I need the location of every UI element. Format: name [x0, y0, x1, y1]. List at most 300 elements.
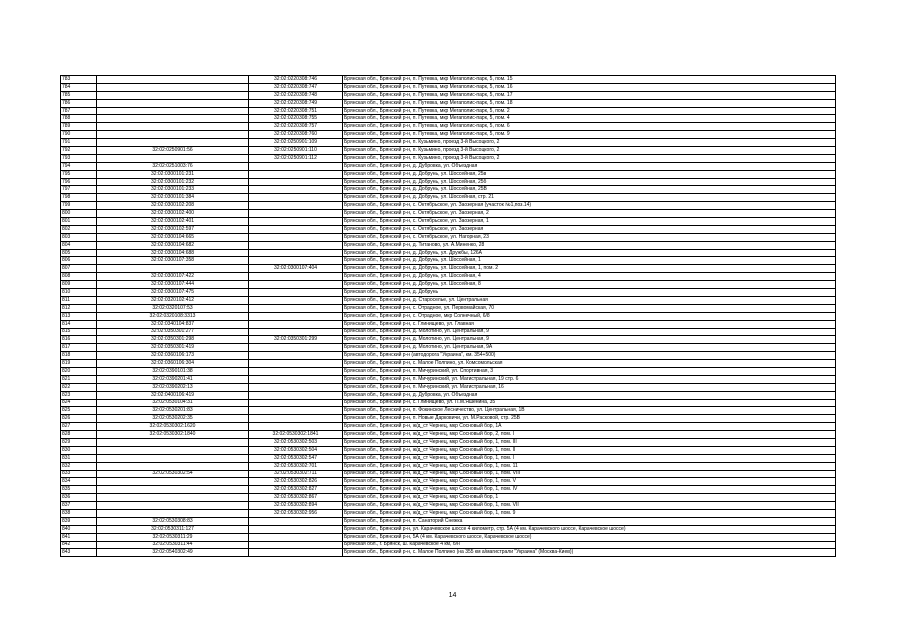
- land-cadastral-number-cell: [97, 438, 249, 446]
- row-number-cell: 831: [61, 454, 97, 462]
- land-cadastral-number-cell: 32:02:0350301:277: [97, 328, 249, 336]
- land-cadastral-number-cell: [97, 446, 249, 454]
- land-cadastral-number-cell: 32:02:0340104:837: [97, 320, 249, 328]
- row-number-cell: 800: [61, 210, 97, 218]
- register-table-container: [60, 75, 835, 557]
- row-number-cell: 805: [61, 249, 97, 257]
- table-row: [61, 194, 836, 202]
- building-cadastral-number-cell: 32:02:0250901:112: [249, 154, 343, 162]
- building-cadastral-number-cell: [249, 281, 343, 289]
- address-cell: Брянская обл., Брянский р-н, с. Октябрьское, ул. Заозерная, 2: [343, 210, 836, 218]
- table-row: [61, 139, 836, 147]
- address-cell: Брянская обл., Брянский р-н, с. Октябрьское, ул. Нагорная, 23: [343, 233, 836, 241]
- building-cadastral-number-cell: 32:02:0220308:757: [249, 123, 343, 131]
- address-cell: Брянская обл., Брянский р-н, д. Молотино, ул. Центральная, 9: [343, 336, 836, 344]
- address-cell: Брянская обл., Брянский р-н, п. Путевка, мкр Мегаполис-парк, 5, пом. 15: [343, 76, 836, 84]
- building-cadastral-number-cell: [249, 517, 343, 525]
- land-cadastral-number-cell: 32:02:0320108:3313: [97, 312, 249, 320]
- table-row: [61, 367, 836, 375]
- row-number-cell: 836: [61, 494, 97, 502]
- row-number-cell: 811: [61, 296, 97, 304]
- building-cadastral-number-cell: 32:02:0530302:894: [249, 502, 343, 510]
- row-number-cell: 824: [61, 399, 97, 407]
- building-cadastral-number-cell: [249, 549, 343, 557]
- building-cadastral-number-cell: 32:02:0530302:503: [249, 438, 343, 446]
- row-number-cell: 832: [61, 462, 97, 470]
- address-cell: Брянская обл., Брянский р-н, 5А (4 км. Карачевского шоссе, Карачевское шоссе): [343, 533, 836, 541]
- building-cadastral-number-cell: [249, 312, 343, 320]
- land-cadastral-number-cell: [97, 139, 249, 147]
- building-cadastral-number-cell: [249, 533, 343, 541]
- building-cadastral-number-cell: [249, 289, 343, 297]
- row-number-cell: 830: [61, 446, 97, 454]
- land-cadastral-number-cell: 32:02:0300102:400: [97, 210, 249, 218]
- land-cadastral-number-cell: [97, 478, 249, 486]
- building-cadastral-number-cell: [249, 218, 343, 226]
- land-cadastral-number-cell: 32:02:0300104:688: [97, 249, 249, 257]
- building-cadastral-number-cell: 32:02:0220308:760: [249, 131, 343, 139]
- row-number-cell: 808: [61, 273, 97, 281]
- row-number-cell: 835: [61, 486, 97, 494]
- address-cell: Брянская обл., Брянский р-н, п. Путевка, мкр Мегаполис-парк, 5, пом. 4: [343, 115, 836, 123]
- table-row: [61, 123, 836, 131]
- address-cell: Брянская обл., Брянский р-н, д. Молотино, ул. Центральная, 9А: [343, 344, 836, 352]
- row-number-cell: 838: [61, 509, 97, 517]
- address-cell: Брянская обл., Брянский р-н, п. Мичуринский, ул. Спортивная, 3: [343, 367, 836, 375]
- land-cadastral-number-cell: 32:02:0300101:231: [97, 170, 249, 178]
- address-cell: Брянская обл., Брянский р-н, д. Титаново, ул. А.Миненко, 28: [343, 241, 836, 249]
- land-cadastral-number-cell: 32:02:0300102:401: [97, 218, 249, 226]
- row-number-cell: 804: [61, 241, 97, 249]
- table-body: [61, 76, 836, 557]
- land-cadastral-number-cell: [97, 107, 249, 115]
- land-cadastral-number-cell: 32:02:0390101:38: [97, 367, 249, 375]
- table-row: [61, 76, 836, 84]
- building-cadastral-number-cell: [249, 178, 343, 186]
- table-row: [61, 296, 836, 304]
- address-cell: Брянская обл., Брянский р-н, ж/д_ст Чернец, мкр Сосновый бор, 1, пом. I: [343, 454, 836, 462]
- building-cadastral-number-cell: [249, 241, 343, 249]
- row-number-cell: 787: [61, 107, 97, 115]
- table-row: [61, 328, 836, 336]
- building-cadastral-number-cell: [249, 162, 343, 170]
- address-cell: Брянская обл., Брянский р-н, с. Малое Полпино (на 355 км а/магистрали "Украина" (Москва-Киев)): [343, 549, 836, 557]
- table-row: [61, 257, 836, 265]
- row-number-cell: 809: [61, 281, 97, 289]
- row-number-cell: 825: [61, 407, 97, 415]
- land-cadastral-number-cell: 32:02:0530302:1840: [97, 431, 249, 439]
- row-number-cell: 829: [61, 438, 97, 446]
- land-cadastral-number-cell: 32:02:0400106:419: [97, 391, 249, 399]
- building-cadastral-number-cell: [249, 525, 343, 533]
- building-cadastral-number-cell: 32:02:0530302:701: [249, 462, 343, 470]
- table-row: [61, 494, 836, 502]
- table-row: [61, 470, 836, 478]
- table-row: [61, 509, 836, 517]
- building-cadastral-number-cell: [249, 407, 343, 415]
- building-cadastral-number-cell: [249, 360, 343, 368]
- table-row: [61, 344, 836, 352]
- address-cell: Брянская обл., Брянский р-н, ж/д_ст Чернец, мкр Сосновый бор, 1, пом. V: [343, 478, 836, 486]
- row-number-cell: 788: [61, 115, 97, 123]
- land-cadastral-number-cell: 32:02:0300107:422: [97, 273, 249, 281]
- row-number-cell: 837: [61, 502, 97, 510]
- building-cadastral-number-cell: 32:02:0220308:751: [249, 107, 343, 115]
- address-cell: Брянская обл., Брянский р-н, ж/д_ст Чернец, мкр Сосновый бор, 1А: [343, 423, 836, 431]
- table-row: [61, 320, 836, 328]
- land-cadastral-number-cell: 32:02:0530202:35: [97, 415, 249, 423]
- row-number-cell: 790: [61, 131, 97, 139]
- land-cadastral-number-cell: [97, 454, 249, 462]
- address-cell: Брянская обл., Брянский р-н, ж/д_ст Чернец, мкр Сосновый бор, 1, пом. IV: [343, 486, 836, 494]
- land-cadastral-number-cell: 32:02:0320107:53: [97, 304, 249, 312]
- table-row: [61, 454, 836, 462]
- address-cell: Брянская обл., Брянский р-н, п. Путевка, мкр Мегаполис-парк, 5, пом. 17: [343, 91, 836, 99]
- land-cadastral-number-cell: 32:02:0300107:444: [97, 281, 249, 289]
- building-cadastral-number-cell: [249, 328, 343, 336]
- row-number-cell: 841: [61, 533, 97, 541]
- building-cadastral-number-cell: [249, 375, 343, 383]
- row-number-cell: 822: [61, 383, 97, 391]
- building-cadastral-number-cell: [249, 296, 343, 304]
- land-cadastral-number-cell: [97, 115, 249, 123]
- building-cadastral-number-cell: [249, 399, 343, 407]
- address-cell: Брянская обл., Брянский р-н, ж/д_ст Чернец, мкр Сосновый бор, 2, пом. I: [343, 431, 836, 439]
- row-number-cell: 815: [61, 328, 97, 336]
- table-row: [61, 202, 836, 210]
- address-cell: Брянская обл., Брянский р-н, п. Путевка, мкр Мегаполис-парк, 5, пом. 9: [343, 131, 836, 139]
- land-cadastral-number-cell: 32:02:0540302:49: [97, 549, 249, 557]
- table-row: [61, 218, 836, 226]
- land-cadastral-number-cell: 32:02:0300104:665: [97, 233, 249, 241]
- table-row: [61, 83, 836, 91]
- row-number-cell: 817: [61, 344, 97, 352]
- address-cell: Брянская обл., Брянский р-н, ж/д_ст Чернец, мкр Сосновый бор, 1, пом. 9: [343, 509, 836, 517]
- table-row: [61, 186, 836, 194]
- land-cadastral-number-cell: 32:02:0300101:384: [97, 194, 249, 202]
- table-row: [61, 162, 836, 170]
- building-cadastral-number-cell: 32:02:0530302:826: [249, 478, 343, 486]
- table-row: [61, 210, 836, 218]
- building-cadastral-number-cell: [249, 320, 343, 328]
- land-cadastral-number-cell: [97, 486, 249, 494]
- land-cadastral-number-cell: 32:02:0530104:31: [97, 399, 249, 407]
- row-number-cell: 821: [61, 375, 97, 383]
- row-number-cell: 802: [61, 225, 97, 233]
- table-row: [61, 431, 836, 439]
- table-row: [61, 147, 836, 155]
- row-number-cell: 827: [61, 423, 97, 431]
- address-cell: Брянская обл., Брянский р-н, п. Санаторий Снежка: [343, 517, 836, 525]
- land-cadastral-number-cell: 32:02:0530308:83: [97, 517, 249, 525]
- building-cadastral-number-cell: [249, 170, 343, 178]
- row-number-cell: 785: [61, 91, 97, 99]
- building-cadastral-number-cell: [249, 415, 343, 423]
- address-cell: Брянская обл., г. Брянск, ш. Карачевское 4 км, б/н: [343, 541, 836, 549]
- address-cell: Брянская обл., Брянский р-н, д. Добрунь, ул. Шоссейная, 1, пом. 2: [343, 265, 836, 273]
- land-cadastral-number-cell: 32:02:0350301:419: [97, 344, 249, 352]
- address-cell: Брянская обл., Брянский р-н, п. Кузьмино, проезд 3-й Высоцкого, 2: [343, 154, 836, 162]
- row-number-cell: 799: [61, 202, 97, 210]
- page-number: 14: [448, 592, 457, 599]
- row-number-cell: 793: [61, 154, 97, 162]
- building-cadastral-number-cell: 32:02:0220308:755: [249, 115, 343, 123]
- address-cell: Брянская обл., Брянский р-н, д. Добрунь, ул. Шоссейная, 25В: [343, 186, 836, 194]
- row-number-cell: 816: [61, 336, 97, 344]
- table-row: [61, 517, 836, 525]
- address-cell: Брянская обл., Брянский р-н, с. Отрадное, ул. Первомайская, 70: [343, 304, 836, 312]
- table-row: [61, 533, 836, 541]
- row-number-cell: 796: [61, 178, 97, 186]
- row-number-cell: 820: [61, 367, 97, 375]
- building-cadastral-number-cell: [249, 383, 343, 391]
- row-number-cell: 843: [61, 549, 97, 557]
- row-number-cell: 806: [61, 257, 97, 265]
- table-row: [61, 423, 836, 431]
- building-cadastral-number-cell: 32:02:0350301:299: [249, 336, 343, 344]
- building-cadastral-number-cell: [249, 249, 343, 257]
- table-row: [61, 352, 836, 360]
- table-row: [61, 265, 836, 273]
- table-row: [61, 502, 836, 510]
- table-row: [61, 91, 836, 99]
- building-cadastral-number-cell: 32:02:0220308:749: [249, 99, 343, 107]
- building-cadastral-number-cell: [249, 304, 343, 312]
- land-cadastral-number-cell: 32:02:0530302:54: [97, 470, 249, 478]
- address-cell: Брянская обл., Брянский р-н, ж/д_ст Чернец, мкр Сосновый бор, 1, пом. 11: [343, 462, 836, 470]
- building-cadastral-number-cell: [249, 233, 343, 241]
- address-cell: Брянская обл., Брянский р-н, д. Добрунь, ул. Шоссейная, 25в: [343, 170, 836, 178]
- table-row: [61, 541, 836, 549]
- land-cadastral-number-cell: 32:02:0530311:44: [97, 541, 249, 549]
- row-number-cell: 828: [61, 431, 97, 439]
- building-cadastral-number-cell: 32:02:0530302:547: [249, 454, 343, 462]
- building-cadastral-number-cell: [249, 257, 343, 265]
- address-cell: Брянская обл., Брянский р-н, п. Путевка, мкр Мегаполис-парк, 5, пом. 6: [343, 123, 836, 131]
- building-cadastral-number-cell: [249, 344, 343, 352]
- address-cell: Брянская обл., Брянский р-н, д. Молотино, ул. Центральная, 9: [343, 328, 836, 336]
- address-cell: Брянская обл., Брянский р-н, ж/д_ст Чернец, мкр Сосновый бор, 1, пом. II: [343, 446, 836, 454]
- table-row: [61, 304, 836, 312]
- row-number-cell: 818: [61, 352, 97, 360]
- address-cell: Брянская обл., Брянский р-н, д. Добрунь, ул. Шоссейная, стр. 21: [343, 194, 836, 202]
- address-cell: Брянская обл., Брянский р-н, п. Фокинское Лесничество, ул. Центральная, 1В: [343, 407, 836, 415]
- row-number-cell: 792: [61, 147, 97, 155]
- address-cell: Брянская обл., Брянский р-н, с. Малое Полпино, ул. Комсомольская: [343, 360, 836, 368]
- table-row: [61, 462, 836, 470]
- land-cadastral-number-cell: [97, 154, 249, 162]
- land-cadastral-number-cell: [97, 502, 249, 510]
- table-row: [61, 154, 836, 162]
- row-number-cell: 784: [61, 83, 97, 91]
- building-cadastral-number-cell: 32:02:0530302:711: [249, 470, 343, 478]
- building-cadastral-number-cell: 32:02:0530302:956: [249, 509, 343, 517]
- land-cadastral-number-cell: 32:02:0250901:56: [97, 147, 249, 155]
- address-cell: Брянская обл., Брянский р-н, д. Добрунь, ул. Шоссейная, 8: [343, 281, 836, 289]
- row-number-cell: 840: [61, 525, 97, 533]
- table-row: [61, 178, 836, 186]
- building-cadastral-number-cell: 32:02:0530302:504: [249, 446, 343, 454]
- land-cadastral-number-cell: 32:02:0300101:232: [97, 178, 249, 186]
- building-cadastral-number-cell: [249, 194, 343, 202]
- table-row: [61, 131, 836, 139]
- table-row: [61, 241, 836, 249]
- building-cadastral-number-cell: 32:02:0220308:747: [249, 83, 343, 91]
- address-cell: Брянская обл., Брянский р-н, с. Октябрьское, ул. Заозерная, 1: [343, 218, 836, 226]
- table-row: [61, 289, 836, 297]
- address-cell: Брянская обл., Брянский р-н, п. Кузьмино, проезд 3-й Высоцкого, 2: [343, 139, 836, 147]
- row-number-cell: 814: [61, 320, 97, 328]
- table-row: [61, 391, 836, 399]
- row-number-cell: 786: [61, 99, 97, 107]
- land-cadastral-number-cell: 32:02:0530302:1620: [97, 423, 249, 431]
- row-number-cell: 791: [61, 139, 97, 147]
- land-cadastral-number-cell: 32:02:0300102:597: [97, 225, 249, 233]
- building-cadastral-number-cell: [249, 186, 343, 194]
- land-cadastral-number-cell: [97, 131, 249, 139]
- property-register-table: [60, 75, 836, 557]
- table-row: [61, 170, 836, 178]
- land-cadastral-number-cell: [97, 265, 249, 273]
- table-row: [61, 375, 836, 383]
- building-cadastral-number-cell: 32:02:0220308:746: [249, 76, 343, 84]
- building-cadastral-number-cell: [249, 225, 343, 233]
- building-cadastral-number-cell: 32:02:0300107:404: [249, 265, 343, 273]
- building-cadastral-number-cell: [249, 391, 343, 399]
- table-row: [61, 233, 836, 241]
- land-cadastral-number-cell: 32:02:0360106:173: [97, 352, 249, 360]
- land-cadastral-number-cell: 32:02:0300102:208: [97, 202, 249, 210]
- table-row: [61, 115, 836, 123]
- land-cadastral-number-cell: 32:02:0320102:412: [97, 296, 249, 304]
- address-cell: Брянская обл., Брянский р-н, д. Дубровка, ул. Объездная: [343, 162, 836, 170]
- table-row: [61, 549, 836, 557]
- address-cell: Брянская обл., Брянский р-н, с. Октябрьское, ул. Заозерная (участок №1,поз.14): [343, 202, 836, 210]
- table-row: [61, 281, 836, 289]
- address-cell: Брянская обл., Брянский р-н, д. Добрунь, ул. Шоссейная, 25б: [343, 178, 836, 186]
- row-number-cell: 812: [61, 304, 97, 312]
- land-cadastral-number-cell: 32:02:0350301:298: [97, 336, 249, 344]
- table-row: [61, 249, 836, 257]
- row-number-cell: 839: [61, 517, 97, 525]
- table-row: [61, 446, 836, 454]
- address-cell: Брянская обл., Брянский р-н, д. Добрунь: [343, 289, 836, 297]
- address-cell: Брянская обл., Брянский р-н, д. Добрунь, ул. Шоссейная, 4: [343, 273, 836, 281]
- address-cell: Брянская обл., Брянский р-н, д. Дубровка, ул. Объездная: [343, 391, 836, 399]
- building-cadastral-number-cell: [249, 367, 343, 375]
- table-row: [61, 99, 836, 107]
- row-number-cell: 807: [61, 265, 97, 273]
- table-row: [61, 273, 836, 281]
- address-cell: Брянская обл., Брянский р-н, п. Мичуринский, ул. Магистральная, 19 стр. 6: [343, 375, 836, 383]
- table-row: [61, 478, 836, 486]
- building-cadastral-number-cell: 32:02:0250901:109: [249, 139, 343, 147]
- land-cadastral-number-cell: 32:02:0390201:41: [97, 375, 249, 383]
- building-cadastral-number-cell: [249, 202, 343, 210]
- table-row: [61, 107, 836, 115]
- table-row: [61, 383, 836, 391]
- address-cell: Брянская обл., Брянский р-н, ж/д_ст Чернец, мкр Сосновый бор, 1, пом. VII: [343, 502, 836, 510]
- address-cell: Брянская обл., Брянский р-н (автодорога "Украина", км. 354+500): [343, 352, 836, 360]
- address-cell: Брянская обл., Брянский р-н, с. Глинищево, ул. Главная: [343, 320, 836, 328]
- address-cell: Брянская обл., Брянский р-н, п. Путевка, мкр Мегаполис-парк, 5, пом. 18: [343, 99, 836, 107]
- address-cell: Брянская обл., Брянский р-н, д. Староселье, ул. Центральная: [343, 296, 836, 304]
- row-number-cell: 823: [61, 391, 97, 399]
- row-number-cell: 795: [61, 170, 97, 178]
- land-cadastral-number-cell: 32:02:0300104:682: [97, 241, 249, 249]
- row-number-cell: 801: [61, 218, 97, 226]
- row-number-cell: 833: [61, 470, 97, 478]
- table-row: [61, 525, 836, 533]
- address-cell: Брянская обл., Брянский р-н, ж/д_ст Чернец, мкр Сосновый бор, 1: [343, 494, 836, 502]
- row-number-cell: 794: [61, 162, 97, 170]
- land-cadastral-number-cell: 32:02:0390202:13: [97, 383, 249, 391]
- land-cadastral-number-cell: [97, 76, 249, 84]
- row-number-cell: 826: [61, 415, 97, 423]
- building-cadastral-number-cell: 32:02:0530302:867: [249, 494, 343, 502]
- building-cadastral-number-cell: 32:02:0530302:827: [249, 486, 343, 494]
- address-cell: Брянская обл., Брянский р-н, п. Путевка, мкр Мегаполис-парк, 5, пом. 2: [343, 107, 836, 115]
- address-cell: Брянская обл., Брянский р-н, п. Кузьмино, проезд 3-й Высоцкого, 2: [343, 147, 836, 155]
- land-cadastral-number-cell: 32:02:0300101:233: [97, 186, 249, 194]
- building-cadastral-number-cell: [249, 352, 343, 360]
- row-number-cell: 819: [61, 360, 97, 368]
- address-cell: Брянская обл., Брянский р-н, д. Добрунь, ул. Шоссейная, 1: [343, 257, 836, 265]
- table-row: [61, 336, 836, 344]
- address-cell: Брянская обл., Брянский р-н, ж/д_ст Чернец, мкр Сосновый бор, 1, пом. VIII: [343, 470, 836, 478]
- land-cadastral-number-cell: 32:02:0530201:83: [97, 407, 249, 415]
- table-row: [61, 438, 836, 446]
- address-cell: Брянская обл., Брянский р-н, д. Добрунь, ул. Дружбы, 126А: [343, 249, 836, 257]
- building-cadastral-number-cell: 32:02:0220308:748: [249, 91, 343, 99]
- land-cadastral-number-cell: 32:02:0251003:76: [97, 162, 249, 170]
- row-number-cell: 842: [61, 541, 97, 549]
- land-cadastral-number-cell: [97, 123, 249, 131]
- address-cell: Брянская обл., Брянский р-н, п. Мичуринский, ул. Магистральная, 16: [343, 383, 836, 391]
- table-row: [61, 486, 836, 494]
- land-cadastral-number-cell: [97, 99, 249, 107]
- table-row: [61, 407, 836, 415]
- land-cadastral-number-cell: 32:02:0300107:475: [97, 289, 249, 297]
- land-cadastral-number-cell: 32:02:0530311:127: [97, 525, 249, 533]
- table-row: [61, 415, 836, 423]
- row-number-cell: 797: [61, 186, 97, 194]
- address-cell: Брянская обл., Брянский р-н, п. Новые Дарковичи, ул. М.Расковой, стр. 25В: [343, 415, 836, 423]
- land-cadastral-number-cell: [97, 91, 249, 99]
- land-cadastral-number-cell: 32:02:0530311:29: [97, 533, 249, 541]
- address-cell: Брянская обл., Брянский р-н, п. Путевка, мкр Мегаполис-парк, 5, пом. 16: [343, 83, 836, 91]
- table-row: [61, 225, 836, 233]
- building-cadastral-number-cell: [249, 273, 343, 281]
- address-cell: Брянская обл., Брянский р-н, с. Отрадное, мкр Солнечный, 6/8: [343, 312, 836, 320]
- table-row: [61, 360, 836, 368]
- land-cadastral-number-cell: [97, 462, 249, 470]
- row-number-cell: 834: [61, 478, 97, 486]
- row-number-cell: 789: [61, 123, 97, 131]
- address-cell: Брянская обл., Брянский р-н, ж/д_ст Чернец, мкр Сосновый бор, 1, пом. III: [343, 438, 836, 446]
- row-number-cell: 803: [61, 233, 97, 241]
- building-cadastral-number-cell: [249, 541, 343, 549]
- address-cell: Брянская обл., Брянский р-н, с. Октябрьское, ул. Заозерная: [343, 225, 836, 233]
- building-cadastral-number-cell: [249, 210, 343, 218]
- land-cadastral-number-cell: 32:02:0360106:304: [97, 360, 249, 368]
- row-number-cell: 813: [61, 312, 97, 320]
- land-cadastral-number-cell: [97, 494, 249, 502]
- building-cadastral-number-cell: 32:02:0250901:110: [249, 147, 343, 155]
- row-number-cell: 798: [61, 194, 97, 202]
- table-row: [61, 312, 836, 320]
- address-cell: Брянская обл., Брянский р-н, с. Глинищево, ул. П.М.Яшенина, 35: [343, 399, 836, 407]
